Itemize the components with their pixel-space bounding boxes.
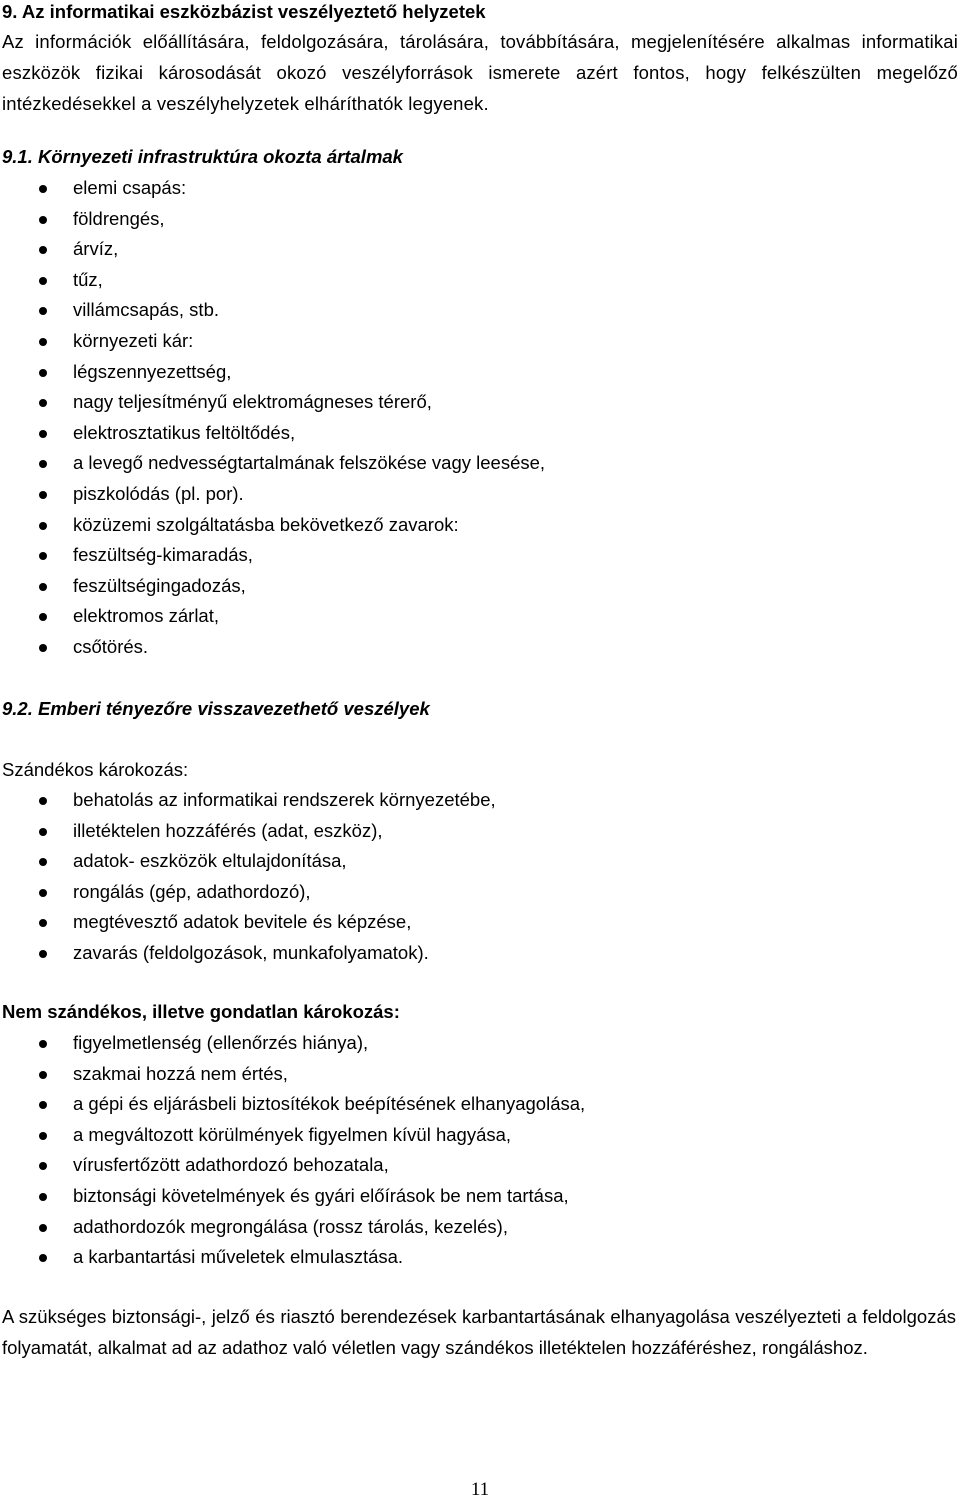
- list-item: villámcsapás, stb.: [0, 295, 545, 326]
- list-item: a karbantartási műveletek elmulasztása.: [0, 1242, 585, 1273]
- intentional-damage-label: Szándékos károkozás:: [2, 759, 189, 780]
- list-item: adathordozók megrongálása (rossz tárolás, kezelés),: [0, 1212, 585, 1243]
- intro-paragraph: Az információk előállítására, feldolgozására, tárolására, továbbítására, megjelenítésére alkalmas informatikai eszközök fizikai károsodását okozó veszélyforrások ismerete azért fontos, hogy felkészülten megelőző intézkedésekkel a veszélyhelyzetek elháríthatók legyenek.: [2, 31, 958, 114]
- intentional-damage-list: [0, 785, 496, 969]
- list-item: elektromos zárlat,: [0, 601, 545, 632]
- list-item: szakmai hozzá nem értés,: [0, 1059, 585, 1090]
- list-item: vírusfertőzött adathordozó behozatala,: [0, 1150, 585, 1181]
- closing-paragraph: A szükséges biztonsági-, jelző és riasztó berendezések karbantartásának elhanyagolása veszélyezteti a feldolgozás folyamatát, alkalmat ad az adathoz való véletlen vagy szándékos illetéktelen hozzáféréshez, rongáláshoz.: [2, 1306, 956, 1358]
- list-item: adatok- eszközök eltulajdonítása,: [0, 846, 496, 877]
- list-item: a levegő nedvességtartalmának felszökése vagy leesése,: [0, 448, 545, 479]
- section-1-heading: 9.1. Környezeti infrastruktúra okozta ártalmak: [2, 146, 403, 167]
- list-item: csőtörés.: [0, 632, 545, 663]
- unintentional-damage-list: [0, 1028, 585, 1273]
- list-item: megtévesztő adatok bevitele és képzése,: [0, 907, 496, 938]
- list-item: feszültség-kimaradás,: [0, 540, 545, 571]
- list-item: elemi csapás:: [0, 173, 545, 204]
- list-item: környezeti kár:: [0, 326, 545, 357]
- chapter-heading: 9. Az informatikai eszközbázist veszélyeztető helyzetek: [2, 1, 486, 22]
- unintentional-damage-label: Nem szándékos, illetve gondatlan károkozás:: [2, 1001, 400, 1022]
- list-item: légszennyezettség,: [0, 357, 545, 388]
- list-item: biztonsági követelmények és gyári előírások be nem tartása,: [0, 1181, 585, 1212]
- list-item: a gépi és eljárásbeli biztosítékok beépítésének elhanyagolása,: [0, 1089, 585, 1120]
- list-item: behatolás az informatikai rendszerek környezetébe,: [0, 785, 496, 816]
- list-item: földrengés,: [0, 204, 545, 235]
- list-item: közüzemi szolgáltatásba bekövetkező zavarok:: [0, 510, 545, 541]
- list-item: illetéktelen hozzáférés (adat, eszköz),: [0, 816, 496, 847]
- list-item: zavarás (feldolgozások, munkafolyamatok).: [0, 938, 496, 969]
- list-item: rongálás (gép, adathordozó),: [0, 877, 496, 908]
- list-item: a megváltozott körülmények figyelmen kívül hagyása,: [0, 1120, 585, 1151]
- list-item: feszültségingadozás,: [0, 571, 545, 602]
- list-item: nagy teljesítményű elektromágneses térerő,: [0, 387, 545, 418]
- section-2-heading: 9.2. Emberi tényezőre visszavezethető veszélyek: [2, 698, 430, 719]
- list-item: figyelmetlenség (ellenőrzés hiánya),: [0, 1028, 585, 1059]
- list-item: elektrosztatikus feltöltődés,: [0, 418, 545, 449]
- list-item: tűz,: [0, 265, 545, 296]
- page-number: 11: [470, 1479, 490, 1500]
- section-1-bullet-list: [0, 173, 545, 663]
- list-item: árvíz,: [0, 234, 545, 265]
- list-item: piszkolódás (pl. por).: [0, 479, 545, 510]
